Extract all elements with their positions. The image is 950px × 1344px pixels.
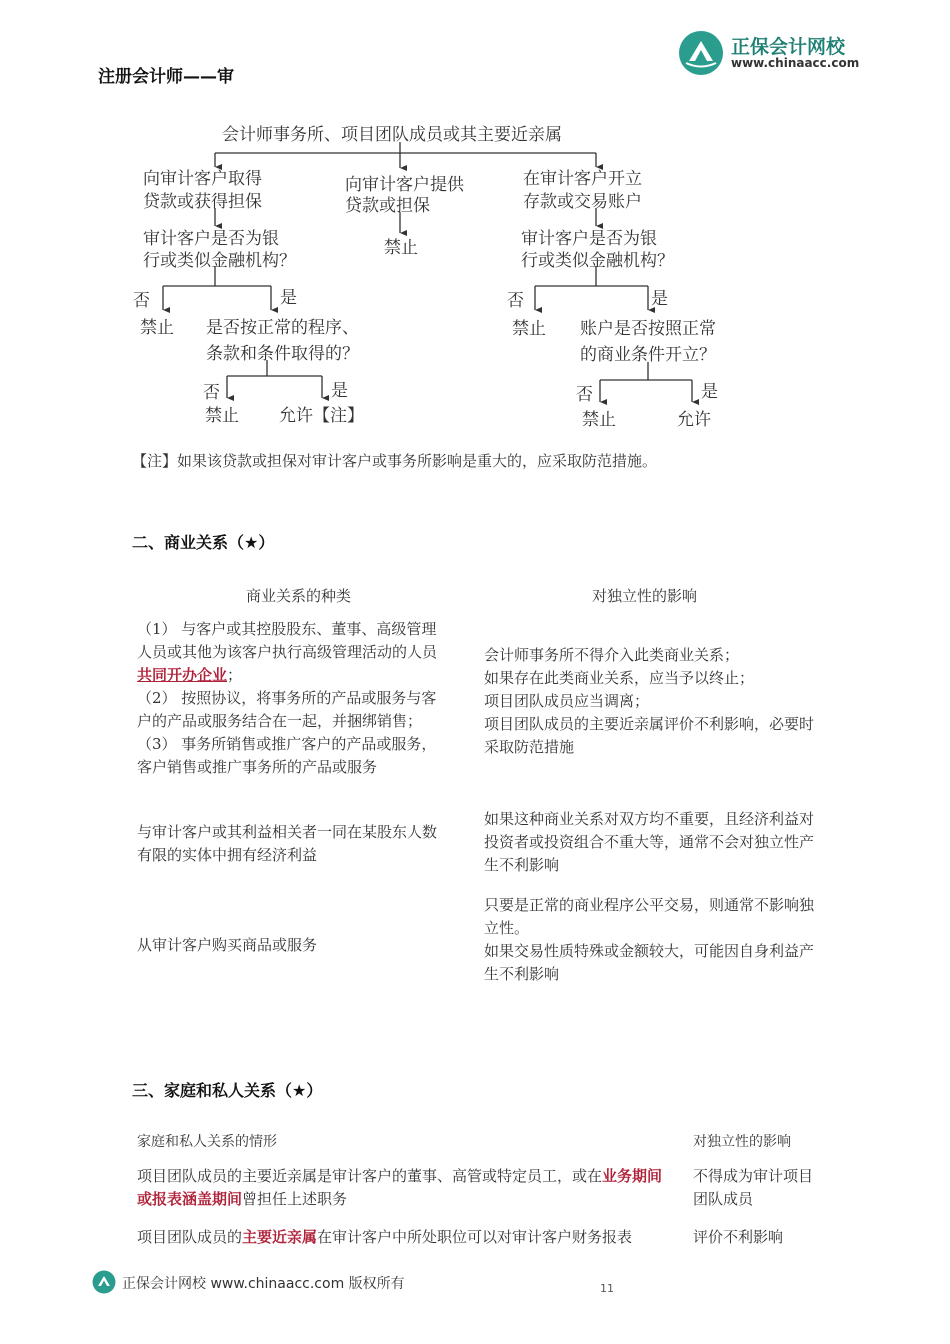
branch-c-sub-question-line2: 的商业条件开立？ bbox=[580, 345, 716, 365]
branch-a-sub-yes-result: 允许【注】 bbox=[279, 406, 364, 426]
branch-c-sub-yes-label: 是 bbox=[701, 382, 718, 402]
branch-c-line2: 存款或交易账户 bbox=[523, 192, 642, 212]
section2-row2-kind: 与审计客户或其利益相关者一同在某股东人数有限的实体中拥有经济利益 bbox=[137, 823, 438, 864]
running-header-title: 注册会计师——审 bbox=[98, 67, 234, 87]
flow-root: 会计师事务所、项目团队成员或其主要近亲属 bbox=[222, 125, 562, 145]
branch-c-no-result: 禁止 bbox=[512, 319, 546, 339]
branch-c-yes-label: 是 bbox=[651, 289, 668, 309]
branch-a-sub-question-line2: 条款和条件取得的？ bbox=[206, 344, 359, 364]
section3-row2-case: 项目团队成员的主要近亲属在审计客户中所处职位可以对审计客户财务报表 bbox=[137, 1228, 633, 1246]
section2-col1-header: 商业关系的种类 bbox=[246, 587, 352, 605]
branch-a-sub-question-line1: 是否按正常的程序、 bbox=[206, 318, 359, 338]
kind-2: （2） 按照协议，将事务所的产品或服务与客户的产品或服务结合在一起，并捆绑销售； bbox=[137, 689, 437, 730]
logo-url: www.chinaacc.com bbox=[731, 56, 860, 70]
page-number: 11 bbox=[600, 1282, 614, 1295]
branch-a-no-result: 禁止 bbox=[140, 318, 174, 338]
branch-a-question-line2: 行或类似金融机构？ bbox=[143, 251, 296, 271]
section2-row1-kinds bbox=[137, 618, 449, 788]
branch-a-sub-no-result: 禁止 bbox=[205, 406, 239, 426]
branch-c-sub-yes-result: 允许 bbox=[677, 410, 711, 430]
branch-c-line1: 在审计客户开立 bbox=[523, 169, 642, 189]
branch-c-question-line2: 行或类似金融机构？ bbox=[521, 251, 674, 271]
branch-a-sub-yes-label: 是 bbox=[331, 381, 348, 401]
branch-c-sub-question-line1: 账户是否按照正常 bbox=[580, 319, 716, 339]
branch-c-no-label: 否 bbox=[507, 291, 524, 311]
flowchart-note: 【注】如果该贷款或担保对审计客户或事务所影响是重大的，应采取防范措施。 bbox=[132, 452, 658, 470]
kind-3: （3） 事务所销售或推广客户的产品或服务，客户销售或推广事务所的产品或服务 bbox=[137, 735, 437, 776]
logo-name: 正保会计网校 bbox=[731, 36, 846, 58]
section3-row1-highlight: 业务期间或报表涵盖期间 bbox=[137, 1167, 663, 1208]
section3-col2-header: 对独立性的影响 bbox=[693, 1134, 791, 1150]
section2-row3-effects: 只要是正常的商业程序公平交易，则通常不影响独立性。 如果交易性质特殊或金额较大，可能因自身利益产生不利影响 bbox=[484, 896, 815, 983]
section3-row2-highlight: 主要近亲属 bbox=[242, 1228, 318, 1246]
kind-1-highlight: 共同开办企业 bbox=[137, 666, 228, 684]
branch-a-no-label: 否 bbox=[133, 291, 150, 311]
section2-row1-effects: 会计师事务所不得介入此类商业关系； 如果存在此类商业关系，应当予以终止； 项目团队成员应当调离； 项目团队成员的主要近亲属评价不利影响，必要时采取防范措施 bbox=[484, 646, 815, 756]
branch-a-sub-no-label: 否 bbox=[203, 383, 220, 403]
branch-c-sub-no-result: 禁止 bbox=[582, 410, 616, 430]
branch-a-line2: 贷款或获得担保 bbox=[143, 192, 262, 212]
section2-row2-effect: 如果这种商业关系对双方均不重要，且经济利益对投资者或投资组合不重大等，通常不会对独立性产生不利影响 bbox=[484, 810, 815, 874]
branch-b-line2: 贷款或担保 bbox=[345, 196, 430, 216]
section3-row1-case: 项目团队成员的主要近亲属是审计客户的董事、高管或特定员工，或在业务期间或报表涵盖期间曾担任上述职务 bbox=[137, 1167, 663, 1208]
branch-c-question-line1: 审计客户是否为银 bbox=[521, 229, 657, 249]
branch-a-question-line1: 审计客户是否为银 bbox=[143, 229, 279, 249]
section2-row3-kind: 从审计客户购买商品或服务 bbox=[137, 936, 318, 954]
kind-1: （1） 与客户或其控股股东、董事、高级管理人员或其他为该客户执行高级管理活动的人员共同开办企业； bbox=[137, 620, 438, 684]
branch-a-line1: 向审计客户取得 bbox=[143, 169, 262, 189]
footer-text: 正保会计网校 www.chinaacc.com 版权所有 bbox=[122, 1276, 405, 1292]
footer-logo-icon bbox=[92, 1270, 116, 1294]
section2-col2-header: 对独立性的影响 bbox=[592, 587, 698, 605]
branch-c-sub-no-label: 否 bbox=[576, 385, 593, 405]
section3-heading: 三、家庭和私人关系（★） bbox=[132, 1081, 323, 1100]
branch-b-line1: 向审计客户提供 bbox=[345, 175, 464, 195]
section2-heading: 二、商业关系（★） bbox=[132, 533, 275, 552]
footer bbox=[92, 1270, 592, 1298]
branch-b-result: 禁止 bbox=[384, 238, 418, 258]
section3-row1-effect: 不得成为审计项目团队成员 bbox=[693, 1167, 814, 1208]
branch-a-yes-label: 是 bbox=[280, 288, 297, 308]
section3-row2-effect: 评价不利影响 bbox=[693, 1228, 784, 1246]
section3-col1-header: 家庭和私人关系的情形 bbox=[137, 1134, 277, 1150]
